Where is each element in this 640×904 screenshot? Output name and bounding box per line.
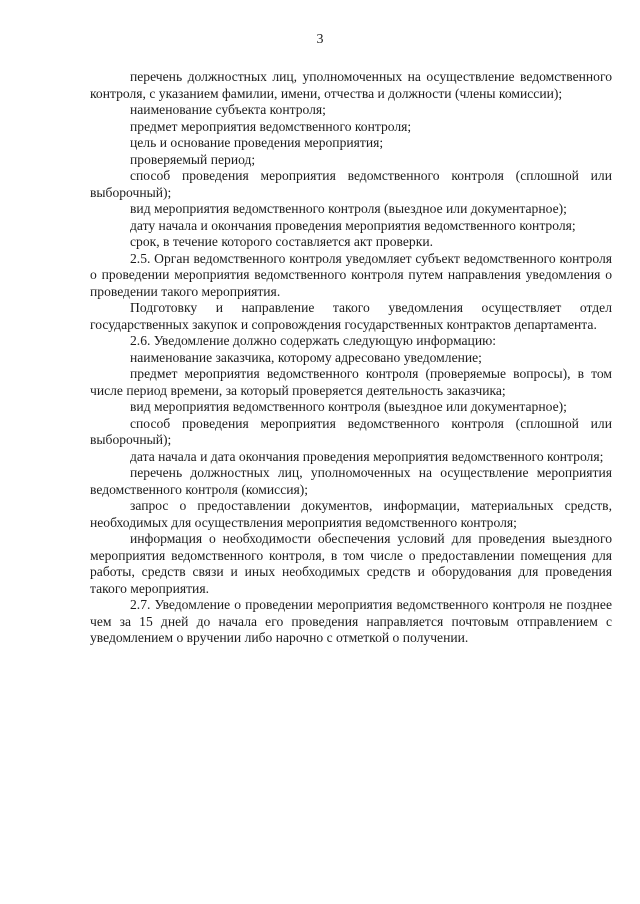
paragraph: срок, в течение которого составляется акт проверки. — [130, 234, 434, 249]
paragraph: перечень должностных лиц, уполномоченных на осуществление ведомственного контроля, с указанием фамилии, имени, отчества и должности (члены комиссии); — [90, 69, 612, 101]
paragraph: дату начала и окончания проведения мероприятия ведомственного контроля; — [130, 217, 576, 233]
page-number: 3 — [316, 32, 324, 47]
paragraph: вид мероприятия ведомственного контроля (выездное или документарное); — [130, 399, 567, 414]
paragraph: Подготовку и направление такого уведомления осуществляет отдел государственных закупок и сопровождения государственных контрактов департамента. — [90, 300, 612, 332]
paragraph: способ проведения мероприятия ведомственного контроля (сплошной или выборочный); — [90, 415, 612, 447]
paragraph: предмет мероприятия ведомственного контроля (проверяемые вопросы), в том числе период времени, за который проверяется деятельность заказчика; — [90, 366, 612, 398]
paragraph: предмет мероприятия ведомственного контроля; — [130, 118, 412, 134]
section-2-7: 2.7. Уведомление о проведении мероприятия ведомственного контроля не позднее чем за 15 дней до начала его проведения направляется почтовым отправлением с уведомлением о вручении либо нарочно с отметкой о получении. — [90, 597, 612, 645]
section-2-6: 2.6. Уведомление должно содержать следующую информацию: — [130, 333, 497, 348]
paragraph: способ проведения мероприятия ведомственного контроля (сплошной или выборочный); — [90, 168, 612, 200]
document-body — [90, 69, 612, 647]
paragraph: информация о необходимости обеспечения условий для проведения выездного мероприятия ведомственного контроля, в том числе о предоставлении помещения для работы, средств связи и иных необходимых средств и оборудования для проведения такого мероприятия. — [90, 531, 612, 596]
paragraph: перечень должностных лиц, уполномоченных на осуществление мероприятия ведомственного контроля (комиссия); — [90, 465, 612, 497]
paragraph: вид мероприятия ведомственного контроля (выездное или документарное); — [130, 201, 567, 216]
paragraph: запрос о предоставлении документов, информации, материальных средств, необходимых для осуществления мероприятия ведомственного контроля; — [90, 498, 612, 530]
paragraph: наименование заказчика, которому адресовано уведомление; — [130, 349, 482, 365]
paragraph: цель и основание проведения мероприятия; — [130, 135, 384, 150]
paragraph: наименование субъекта контроля; — [130, 102, 326, 117]
paragraph: проверяемый период; — [130, 151, 256, 167]
section-2-5: 2.5. Орган ведомственного контроля уведомляет субъект ведомственного контроля о проведении мероприятия ведомственного контроля путем направления уведомления о проведении такого мероприятия. — [90, 250, 612, 299]
paragraph: дата начала и дата окончания проведения мероприятия ведомственного контроля; — [130, 448, 604, 464]
